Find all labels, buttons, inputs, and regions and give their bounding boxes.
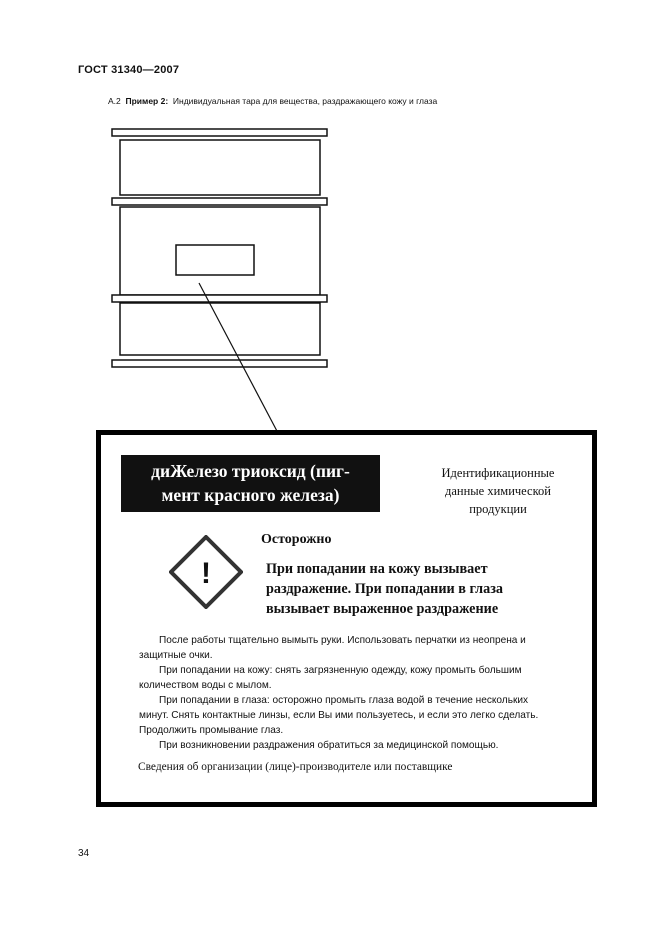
caption-text: Индивидуальная тара для вещества, раздражающего кожу и глаза: [172, 96, 438, 106]
hazard-label: [96, 430, 597, 807]
product-name-box: [121, 455, 380, 512]
caption-number: А.2: [108, 96, 121, 106]
drum-rim-top: [112, 129, 327, 136]
precaution-item: При попадании в глаза: осторожно промыть глаза водой в течение нескольких минут. Снять контактные линзы, если Вы ими пользуетесь, и если это легко сделать. Продолжить промывание глаз.: [139, 695, 539, 736]
identification-line2: данные химической: [445, 484, 551, 498]
drum-section-top: [120, 140, 320, 195]
precautionary-statements: [139, 633, 559, 753]
identification-data: [423, 464, 573, 518]
signal-word: Осторожно: [261, 532, 332, 547]
document-header-title: ГОСТ 31340—2007: [78, 64, 180, 76]
precaution-item: При попадании на кожу: снять загрязненную одежду, кожу промыть большим количеством воды с мылом.: [139, 665, 522, 691]
hazard-line2: раздражение. При попадании в глаза: [266, 581, 504, 597]
drum-rim-bottom: [112, 360, 327, 367]
pictogram-symbol: !: [201, 557, 211, 590]
hazard-line1: При попадании на кожу вызывает: [266, 561, 488, 577]
page-number: 34: [78, 848, 90, 859]
drum-rim-lower: [112, 295, 327, 302]
supplier-info: Сведения об организации (лице)-производителе или поставщике: [138, 761, 453, 773]
product-name-line1: диЖелезо триоксид (пиг-: [151, 461, 350, 481]
exclamation-pictogram-icon: [169, 535, 243, 609]
caption-label: Пример 2:: [125, 96, 169, 106]
hazard-statement: [266, 559, 566, 619]
identification-line3: продукции: [469, 502, 527, 516]
precaution-item: После работы тщательно вымыть руки. Использовать перчатки из неопрена и защитные очки.: [139, 635, 526, 661]
precaution-item: При возникновении раздражения обратиться за медицинской помощью.: [159, 740, 499, 751]
drum-label-area: [176, 245, 254, 275]
drum-rim-upper: [112, 198, 327, 205]
identification-line1: Идентификационные: [441, 466, 555, 480]
product-name-line2: мент красного железа): [161, 485, 340, 505]
drum-section-bottom: [120, 303, 320, 355]
hazard-line3: вызывает выраженное раздражение: [266, 601, 499, 617]
